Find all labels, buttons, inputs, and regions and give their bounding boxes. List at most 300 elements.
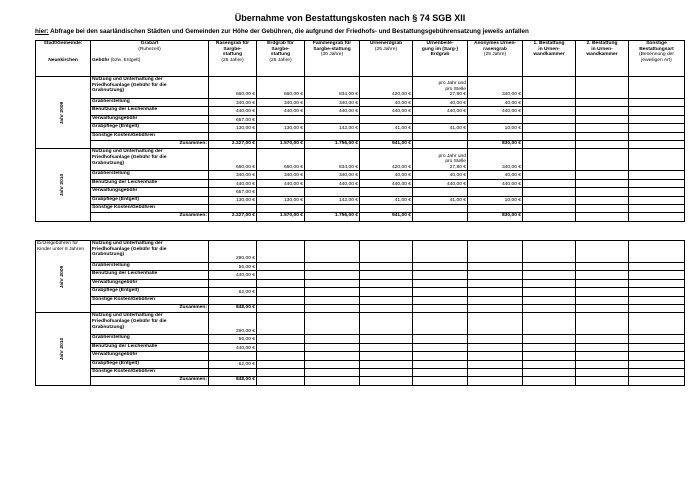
value-cell [523,313,576,335]
value-cell [413,335,468,343]
year-label: Jahr 2009 [60,265,66,288]
value-cell [468,335,523,343]
value-cell [576,288,629,296]
value-cell [305,279,360,287]
value-cell: 440,00 € [257,179,305,187]
value-cell [360,271,413,279]
value-cell [576,99,629,107]
value-cell [523,188,576,196]
value-cell [629,304,685,312]
row-label-verwaltung: Verwaltungsgebühr [91,115,209,123]
row-label-line: Nutzung und Unterhaltung der [92,241,163,246]
value-cell: 941,00 € [360,213,413,221]
row-label-zusammen: Zusammen: [91,140,209,148]
table-row [36,263,685,271]
value-cell: 440,00 € [209,271,257,279]
value-cell [413,213,468,221]
header-stadt: Stadt/Gemeinde: Neunkirchen [36,41,91,77]
value-cell [468,204,523,212]
value-cell [413,263,468,271]
value-cell: 290,00 € [209,313,257,335]
year-cell [36,313,91,385]
row-label-line: Grabnutzung) [92,160,125,166]
value-cell [576,124,629,132]
value-cell: 440,00 € [360,179,413,187]
row-label-leichenhalle: Benutzung der Leichenhalle [91,343,209,351]
value-cell [305,204,360,212]
value-cell [360,241,413,263]
value-cell: 834,00 € [305,77,360,99]
table-row [36,204,685,212]
value-cell [629,213,685,221]
value-cell [413,304,468,312]
subtitle-prefix: hier: [35,28,49,35]
value-cell [360,288,413,296]
row-label-line: Friedhofsanlage (Gebühr für die [92,154,167,160]
table-row [36,188,685,196]
value-cell [209,368,257,376]
value-cell [576,313,629,335]
header-col-2: Familiengrab für Sargbe-stattung (30 Jahre) [305,41,360,77]
value-cell [576,132,629,140]
section-heading-2: Kinder unter 6 Jahren [37,246,85,252]
value-cell [523,204,576,212]
header-col-6: 1. Bestattung in Urnen- wandkammer [523,41,576,77]
value-cell: 440,00 € [305,179,360,187]
value-cell [360,368,413,376]
value-cell [413,188,468,196]
value-cell [629,132,685,140]
value-cell [257,132,305,140]
value-cell: 41,00 € [360,196,413,204]
value-cell [629,115,685,123]
year-label: Jahr 2010 [60,337,66,361]
value-cell [257,304,305,312]
year-cell [36,77,91,149]
value-cell: 440,00 € [468,179,523,187]
value-cell [629,335,685,343]
value-cell [468,188,523,196]
value-cell [468,271,523,279]
value-cell [629,196,685,204]
value-cell: 2.227,00 € [209,140,257,148]
row-label-line: Grabnutzung) [92,88,125,94]
value-cell: 40,00 € [413,99,468,107]
value-cell [257,204,305,212]
value-cell [360,115,413,123]
row-label-line: Friedhofsanlage (Gebühr für die [92,82,167,88]
value-cell: 56,00 € [209,335,257,343]
value-cell [629,204,685,212]
value-cell: 40,00 € [360,171,413,179]
value-cell: 40,00 € [468,171,523,179]
row-label-line: Nutzung und Unterhaltung der [92,149,163,155]
value-cell [413,343,468,351]
value-cell [523,171,576,179]
value-cell [305,343,360,351]
value-cell: 660,00 € [257,149,305,171]
row-label-leichenhalle: Benutzung der Leichenhalle [91,271,209,279]
value-cell [576,296,629,304]
row-label-nutzung [91,77,209,99]
value-cell [576,179,629,187]
value-cell [257,263,305,271]
table-row [36,124,685,132]
value-cell [629,99,685,107]
value-cell [523,140,576,148]
value-cell [523,179,576,187]
value-cell [360,204,413,212]
value-cell: 1.756,00 € [305,140,360,148]
value-cell [576,213,629,221]
table-row [36,368,685,376]
value-cell [305,241,360,263]
value-cell: 41,00 € [360,124,413,132]
table-row [36,343,685,351]
value-cell [305,377,360,385]
value-cell [305,313,360,335]
value-cell: 440,00 € [413,179,468,187]
value-cell [305,188,360,196]
note-text: pro Jahr und [438,153,466,159]
value-cell: 941,00 € [360,140,413,148]
value-cell [468,304,523,312]
value-cell: 10,00 € [468,196,523,204]
row-label-verwaltung: Verwaltungsgebühr [91,352,209,360]
table-row [36,107,685,115]
value-cell [523,241,576,263]
value-cell [523,304,576,312]
value-cell [468,368,523,376]
value-cell: 340,00 € [257,171,305,179]
value-cell [413,368,468,376]
header-col-0: Rasengrab für Sargbe- stattung (25 Jahre) [209,41,257,77]
value-cell [257,368,305,376]
value-cell [523,360,576,368]
value-cell [576,352,629,360]
value-cell: 660,00 € [209,149,257,171]
year-cell [36,149,91,221]
value-cell: 440,00 € [209,179,257,187]
value-cell [523,288,576,296]
table-row [36,196,685,204]
value-cell [468,343,523,351]
value-cell: 340,00 € [305,171,360,179]
table-row [36,335,685,343]
value-cell [523,77,576,99]
table-row [36,304,685,312]
value-cell [257,352,305,360]
value-cell [209,279,257,287]
table-row [36,241,685,263]
value-cell: 41,00 € [413,196,468,204]
value-cell [576,241,629,263]
value-cell [257,343,305,351]
header-col-7: 2. Bestattung in Urnen- wandkammer [576,41,629,77]
value-cell [468,296,523,304]
value-cell [576,335,629,343]
value-cell: 420,00 € [360,77,413,99]
value-cell [305,352,360,360]
value-cell [257,241,305,263]
value-text: 27,80 € [449,164,466,170]
table-row [36,213,685,221]
value-cell: 834,00 € [305,149,360,171]
row-label-line: Friedhofsanlage (Gebühr für die [92,246,167,252]
value-cell [305,263,360,271]
table-row [36,279,685,287]
value-cell: 41,00 € [413,124,468,132]
row-label-grabherstellung: Grabherstellung [91,99,209,107]
value-cell [576,115,629,123]
row-label-leichenhalle: Benutzung der Leichenhalle [91,179,209,187]
value-cell [629,296,685,304]
value-cell [257,188,305,196]
value-cell [629,171,685,179]
value-cell [413,377,468,385]
value-cell [629,149,685,171]
value-cell: 62,00 € [209,360,257,368]
row-label-verwaltung: Verwaltungsgebühr [91,188,209,196]
value-cell [468,115,523,123]
row-label-grabpflege: Grabpflege (Entgelt) [91,196,209,204]
table-row [36,377,685,385]
value-cell [523,149,576,171]
value-cell: 62,00 € [209,288,257,296]
value-cell [257,271,305,279]
value-cell [305,335,360,343]
value-cell [523,99,576,107]
row-label-nutzung [91,313,209,335]
value-cell [413,149,468,171]
value-cell [629,263,685,271]
value-cell [629,107,685,115]
value-cell [305,115,360,123]
value-cell [468,377,523,385]
note-text: pro Stelle [445,159,466,165]
value-cell: 142,00 € [305,196,360,204]
value-cell: 130,00 € [257,196,305,204]
value-cell [523,335,576,343]
value-cell: 830,00 € [468,140,523,148]
table-row [36,140,685,148]
value-cell [629,241,685,263]
value-cell [629,343,685,351]
value-cell [305,360,360,368]
header-grabart: Grabart (Ruhezeit) Gebühr (bzw. Entgelt) [91,41,209,77]
row-label-grabpflege: Grabpflege (Entgelt) [91,124,209,132]
value-cell [629,77,685,99]
row-label-verwaltung: Verwaltungsgebühr [91,279,209,287]
value-cell [523,352,576,360]
value-cell [257,296,305,304]
value-cell [209,296,257,304]
value-cell: 40,00 € [468,99,523,107]
value-cell [257,377,305,385]
value-cell [257,115,305,123]
value-cell [413,204,468,212]
value-cell: 1.570,00 € [257,213,305,221]
value-cell [629,368,685,376]
row-label-leichenhalle: Benutzung der Leichenhalle [91,107,209,115]
year-label: Jahr 2009 [60,101,66,124]
value-cell [413,241,468,263]
value-cell [576,271,629,279]
value-cell: 440,00 € [257,107,305,115]
row-label-grabpflege: Grabpflege (Entgelt) [91,360,209,368]
header-col-1: Erdgrab für Sargbe- stattung (25 Jahre) [257,41,305,77]
row-label-sonstige: Sonstige Kosten/Gebühren [91,204,209,212]
value-cell [360,132,413,140]
value-cell: 290,00 € [209,241,257,263]
value-cell: 340,00 € [209,171,257,179]
note-text: pro Stelle [445,86,466,92]
cost-table-adults [35,40,685,222]
table-row [36,115,685,123]
table-row [36,149,685,171]
value-cell [413,352,468,360]
header-row [36,41,685,77]
value-cell [468,241,523,263]
row-label-grabherstellung: Grabherstellung [91,335,209,343]
value-cell [468,263,523,271]
value-cell [629,377,685,385]
value-cell [576,279,629,287]
value-cell [413,77,468,99]
value-cell [629,360,685,368]
year-cell [36,241,91,313]
value-cell [523,132,576,140]
header-col-5: Anonymes Urnen- rasengrab (25 Jahre) [468,41,523,77]
value-cell [257,335,305,343]
value-cell [576,149,629,171]
row-label-grabherstellung: Grabherstellung [91,171,209,179]
value-cell [257,313,305,335]
value-cell [305,304,360,312]
value-cell [523,343,576,351]
value-cell: 660,00 € [257,77,305,99]
value-cell [576,171,629,179]
value-cell: 340,00 € [257,99,305,107]
row-label-sonstige: Sonstige Kosten/Gebühren [91,132,209,140]
value-cell [360,343,413,351]
value-cell: 56,00 € [209,263,257,271]
value-cell [360,335,413,343]
row-label-grabherstellung: Grabherstellung [91,263,209,271]
cost-table-children [35,240,685,386]
row-label-line: Grabnutzung) [92,324,125,330]
value-cell: 10,00 € [468,124,523,132]
value-cell: 2.227,00 € [209,213,257,221]
table-row [36,99,685,107]
table-row [36,171,685,179]
value-cell [576,360,629,368]
value-cell [468,360,523,368]
year-label: Jahr 2010 [60,173,66,197]
value-cell [523,368,576,376]
value-cell: 130,00 € [209,124,257,132]
subtitle [35,28,529,35]
note-text: pro Jahr und [438,81,466,87]
value-cell [629,271,685,279]
value-cell [305,271,360,279]
row-label-zusammen: Zusammen: [91,304,209,312]
value-cell: 340,00 € [468,77,523,99]
value-cell [523,296,576,304]
value-cell: 440,00 € [468,107,523,115]
value-cell [523,124,576,132]
value-cell [523,271,576,279]
value-cell [360,296,413,304]
table-row [36,296,685,304]
value-cell: 1.756,00 € [305,213,360,221]
row-label-sonstige: Sonstige Kosten/Gebühren [91,368,209,376]
table-row [36,360,685,368]
value-cell [523,263,576,271]
value-cell: 440,00 € [209,107,257,115]
header-col-3: Urnenerdgrab (25 Jahre) [360,41,413,77]
value-cell [629,279,685,287]
table-row [36,77,685,99]
value-cell: 340,00 € [468,149,523,171]
value-cell [629,352,685,360]
value-cell: 830,00 € [468,213,523,221]
value-cell: 40,00 € [413,171,468,179]
value-cell [360,188,413,196]
value-cell: 1.570,00 € [257,140,305,148]
value-cell [576,188,629,196]
row-label-grabpflege: Grabpflege (Entgelt) [91,288,209,296]
value-cell [305,132,360,140]
value-cell [413,132,468,140]
value-cell [629,188,685,196]
table-row [36,313,685,335]
value-cell [576,368,629,376]
value-cell: 340,00 € [209,99,257,107]
row-label-zusammen: Zusammen: [91,377,209,385]
row-label-nutzung [91,149,209,171]
value-cell [629,179,685,187]
value-cell [209,204,257,212]
table-row [36,288,685,296]
value-cell [257,279,305,287]
row-label-nutzung [91,241,209,263]
value-cell: 660,00 € [209,77,257,99]
value-cell [360,377,413,385]
value-cell [523,213,576,221]
value-cell [523,115,576,123]
row-label-line: Friedhofsanlage (Gebühr für die [92,318,167,324]
table-row [36,179,685,187]
value-cell: 440,00 € [360,107,413,115]
value-cell [413,140,468,148]
value-cell [468,279,523,287]
value-cell [576,263,629,271]
value-cell [413,279,468,287]
row-label-line: Grabnutzung) [92,252,125,258]
value-cell [576,204,629,212]
value-cell [209,132,257,140]
value-cell [576,304,629,312]
value-cell [576,107,629,115]
value-cell: 657,00 € [209,115,257,123]
value-cell [257,360,305,368]
value-cell [413,288,468,296]
value-cell: 130,00 € [257,124,305,132]
value-cell [468,352,523,360]
header-col-4: Urnenbeile- gung im (Sarg-) Erdgrab [413,41,468,77]
value-cell: 440,00 € [209,343,257,351]
